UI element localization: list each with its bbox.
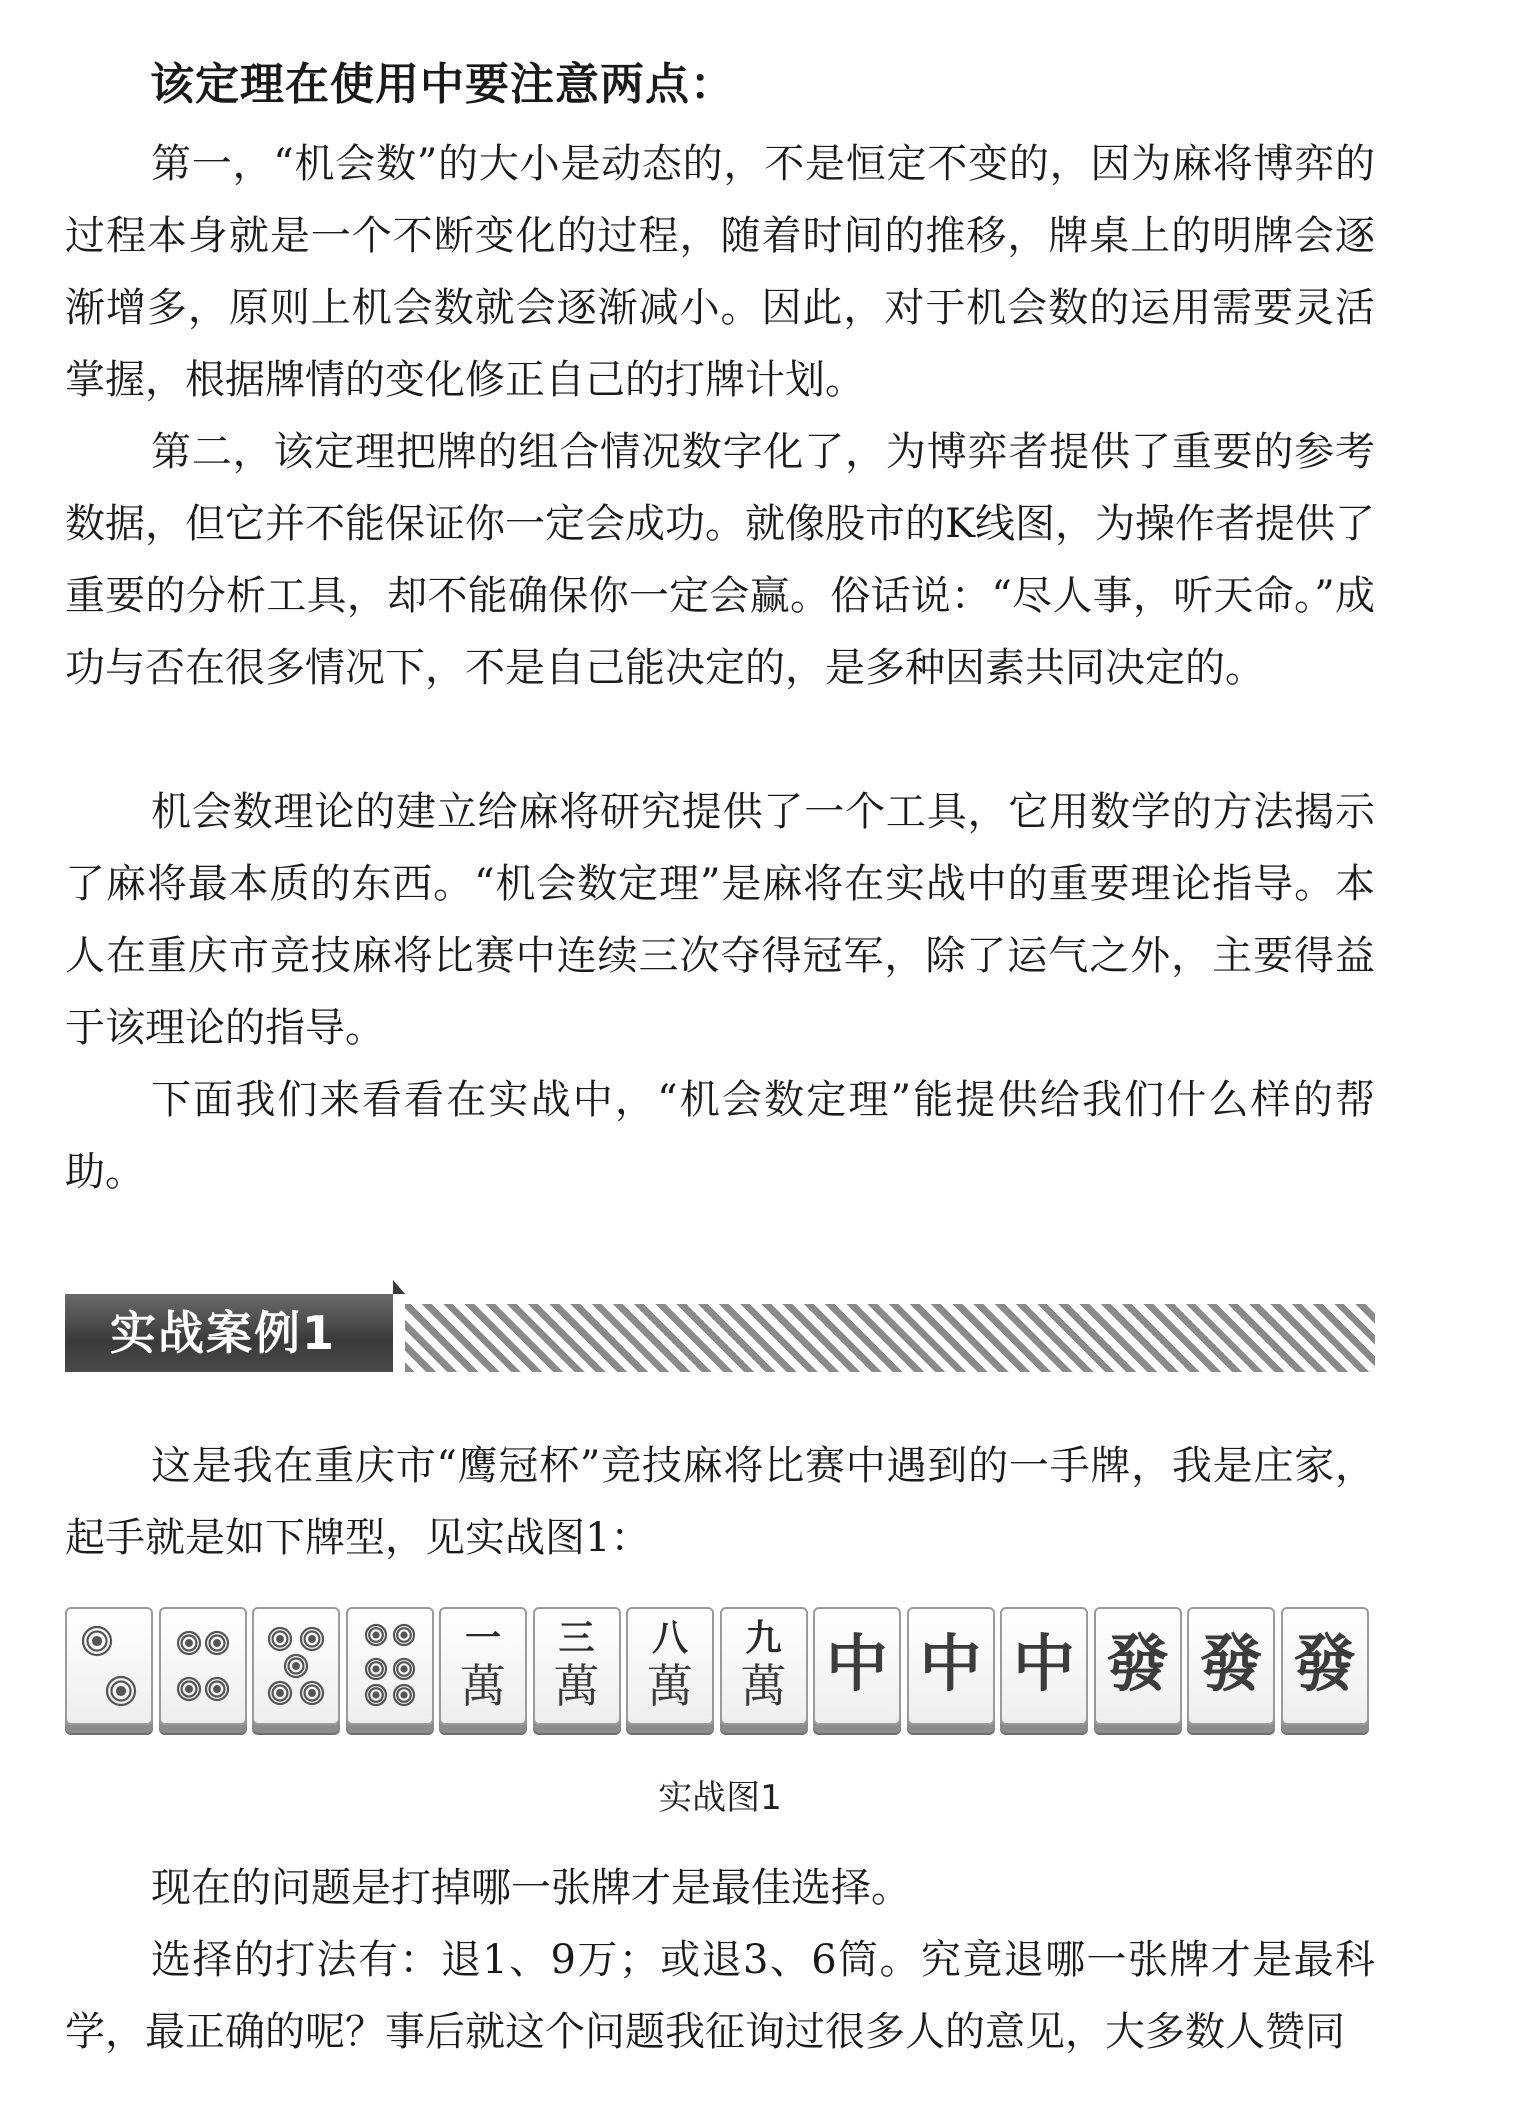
paragraph-4: 下面我们来看看在实战中，“机会数定理”能提供给我们什么样的帮助。 (65, 1077, 1375, 1195)
paragraph-1: 第一，“机会数”的大小是动态的，不是恒定不变的，因为麻将博弈的过程本身就是一个不断变化的过程，随着时间的推移，牌桌上的明牌会逐渐增多，原则上机会数就会逐渐减小。因此，对于机会数的运用需要灵活掌握，根据牌情的变化修正自己的打牌计划。 (65, 141, 1375, 403)
tile-numeral: 三 (558, 1617, 595, 1659)
tile-numeral: 八 (651, 1617, 688, 1659)
dot-circle (292, 1662, 300, 1670)
tile-honor-char: 發 (1293, 1627, 1356, 1700)
case-intro-paragraph: 这是我在重庆市“鹰冠杯”竞技麻将比赛中遇到的一手牌，我是庄家，起手就是如下牌型，见实战图1： (65, 1443, 1375, 1561)
mahjong-tile (533, 1607, 621, 1725)
dot-circle (276, 1635, 284, 1643)
mahjong-tile (439, 1607, 527, 1725)
dot-circle (308, 1689, 316, 1697)
mahjong-tile (252, 1607, 340, 1725)
mahjong-tile (65, 1607, 153, 1725)
mahjong-tile (626, 1607, 714, 1725)
dot-circle (276, 1689, 284, 1697)
tile-numeral: 九 (745, 1617, 782, 1659)
mahjong-tile (1094, 1607, 1182, 1725)
dot-circle (400, 1631, 407, 1638)
mahjong-tile (813, 1607, 901, 1725)
dot-circle (185, 1685, 193, 1693)
tile-numeral: 一 (464, 1617, 501, 1659)
dot-circle (116, 1686, 126, 1696)
mahjong-tile (159, 1607, 247, 1725)
case-banner (65, 1280, 1375, 1372)
case-banner-title: 实战案例1 (65, 1294, 393, 1372)
dot-circle (308, 1635, 316, 1643)
tile-suit-char: 萬 (460, 1659, 506, 1713)
tile-honor-char: 中 (1012, 1627, 1075, 1700)
mahjong-tile (1281, 1607, 1369, 1725)
section-heading: 该定理在使用中要注意两点： (150, 59, 735, 110)
mahjong-hand (65, 1607, 1375, 1735)
dots-tile-icon (67, 1609, 151, 1723)
dots-tile-icon (254, 1609, 338, 1723)
paragraph-3: 机会数理论的建立给麻将研究提供了一个工具，它用数学的方法揭示了麻将最本质的东西。“机会数定理”是麻将在实战中的重要理论指导。本人在重庆市竞技麻将比赛中连续三次夺得冠军，除了运气之外，主要得益于该理论的指导。 (65, 789, 1375, 1051)
mahjong-tile (720, 1607, 808, 1725)
dot-circle (372, 1631, 379, 1638)
tile-honor-char: 發 (1199, 1627, 1262, 1700)
dot-circle (185, 1639, 193, 1647)
dot-circle (213, 1685, 221, 1693)
figure-caption: 实战图1 (658, 1778, 782, 1818)
dot-circle (372, 1665, 379, 1672)
mahjong-tile (1000, 1607, 1088, 1725)
question-paragraph: 现在的问题是打掉哪一张牌才是最佳选择。 (151, 1865, 911, 1911)
paragraph-2: 第二，该定理把牌的组合情况数字化了，为博弈者提供了重要的参考数据，但它并不能保证你一定会成功。就像股市的K线图，为操作者提供了重要的分析工具，却不能确保你一定会赢。俗话说：“尽人事，听天命。”成功与否在很多情况下，不是自己能决定的，是多种因素共同决定的。 (65, 429, 1375, 691)
dots-tile-icon (161, 1609, 245, 1723)
dot-circle (400, 1691, 407, 1698)
tile-honor-char: 中 (919, 1627, 982, 1700)
mahjong-tile (907, 1607, 995, 1725)
tile-honor-char: 發 (1106, 1627, 1169, 1700)
banner-hatch-pattern (405, 1304, 1375, 1372)
mahjong-tile (346, 1607, 434, 1725)
tile-suit-char: 萬 (553, 1659, 600, 1713)
mahjong-tile (1187, 1607, 1275, 1725)
banner-notch (393, 1280, 405, 1294)
tile-suit-char: 萬 (647, 1659, 693, 1713)
dots-tile-icon (348, 1609, 432, 1723)
dot-circle (213, 1639, 221, 1647)
tile-suit-char: 萬 (740, 1659, 787, 1713)
dot-circle (400, 1665, 407, 1672)
dot-circle (372, 1691, 379, 1698)
options-paragraph: 选择的打法有：退1、9万；或退3、6筒。究竟退哪一张牌才是最科学，最正确的呢？事后就这个问题我征询过很多人的意见，大多数人赞同 (65, 1937, 1375, 2055)
dot-circle (92, 1636, 102, 1646)
tile-honor-char: 中 (825, 1627, 888, 1700)
